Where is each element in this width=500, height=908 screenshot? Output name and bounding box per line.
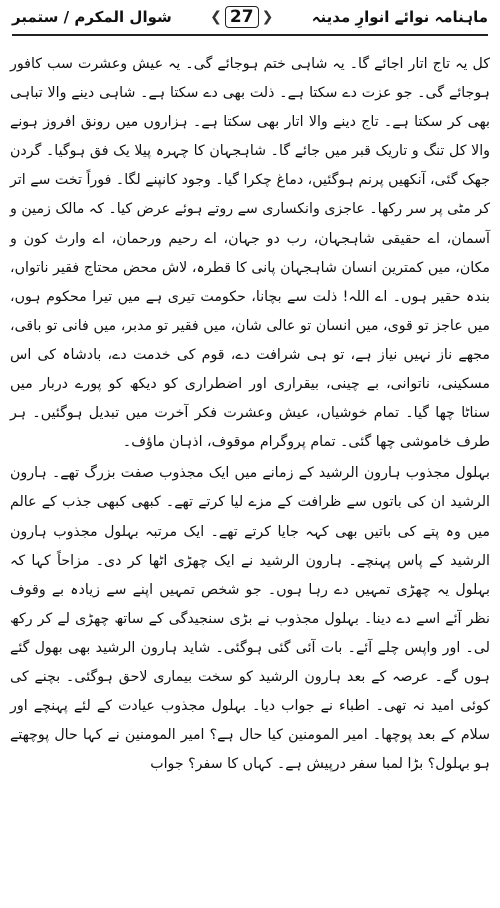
page-number-box [210, 6, 273, 28]
magazine-name: ماہنامہ نوائے انوارِ مدینہ [311, 8, 488, 26]
page-number: 27 [225, 6, 259, 28]
page-header [12, 0, 488, 36]
ornament-left-icon: ❮ [210, 9, 222, 25]
paragraph-shahjahan: کل یہ تاج اتار اجائے گا۔ یہ شاہی ختم ہوجائے گی۔ یہ عیش وعشرت سب کافور ہوجائے گی۔ جو عزت دے سکتا ہے۔ ذلت بھی دے سکتا ہے۔ شاہی دینے والا تباہی بھی کر سکتا ہے۔ تاج دینے والا اتار بھی سکتا ہے۔ ہزاروں میں رونق افروز ہونے والا کل تنگ و تاریک قبر میں جائے گا۔ شاہجہان کا چہرہ پیلا یک فق ہوگیا۔ گردن جھک گئی، آنکھیں پرنم ہوگئیں، دماغ چکرا گیا۔ وجود کانپنے لگا۔ فوراً تخت سے اتر کر مٹی پر سر رکھا۔ عاجزی وانکساری سے روتے ہوئے عرض کیا۔ کہ مالک زمین و آسمان، اے حقیقی شاہجہان، رب دو جہان، اے رحیم ورحمان، اے وارث کون و مکان، میں کمترین انسان شاہجہان پانی کا قطرہ، لاش محض محتاج فقیر ناتواں، بندہ حقیر ہوں۔ اے اللہ! ذلت سے بچانا، حکومت تیری ہے میں تیرا محکوم ہوں، میں عاجز تو قوی، میں انسان تو عالی شان، میں فقیر تو مدبر، میں فانی تو باقی، مجھے ناز نہیں نیاز ہے، تو ہی شرافت دے، قوم کی خدمت دے، بادشاہ کی اس مسکینی، ناتوانی، بے چینی، بیقراری اور اضطراری کو دیکھ کو پورے دربار میں سناٹا چھا گیا۔ تمام خوشیاں، عیش وعشرت فکر آخرت میں تبدیل ہوگئیں۔ ہر طرف خاموشی چھا گئی۔ تمام پروگرام موقوف، اذہان ماؤف۔ [9, 56, 490, 451]
issue-months: شوال المکرم / ستمبر [12, 8, 172, 26]
article-body [8, 50, 492, 779]
ornament-right-icon: ❯ [261, 9, 274, 25]
paragraph-bahlool: بہلول مجذوب ہارون الرشید کے زمانے میں ایک مجذوب صفت بزرگ تھے۔ ہارون الرشید ان کی باتوں سے ظرافت کے مزے لیا کرتے تھے۔ کبھی کبھی جذب کے عالم میں وہ پتے کی باتیں بھی کہہ جایا کرتے تھے۔ ایک مرتبہ بہلول مجذوب ہارون الرشید کے پاس پہنچے۔ ہارون الرشید نے ایک چھڑی اٹھا کر دی۔ مزاحاً کہا کہ بہلول یہ چھڑی تمہیں دے رہا ہوں۔ جو شخص تمہیں اپنے سے زیادہ بے وقوف نظر آئے اسے دے دینا۔ بہلول مجذوب نے بڑی سنجیدگی کے ساتھ چھڑی لے کر رکھ لی۔ اور واپس چلے آئے۔ بات آئی گئی ہوگئی۔ شاید ہارون الرشید بھی بھول گئے ہوں گے۔ عرصہ کے بعد ہارون الرشید کو سخت بیماری لاحق ہوگئی۔ بچنے کی کوئی امید نہ تھی۔ اطباء نے جواب دیا۔ بہلول مجذوب عیادت کے لئے پہنچے اور سلام کے بعد پوچھا۔ امیر المومنین کیا حال ہے؟ امیر المومنین نے کہا حال پوچھتے ہو بہلول؟ بڑا لمبا سفر درپیش ہے۔ کہاں کا سفر؟ جواب [10, 465, 490, 773]
